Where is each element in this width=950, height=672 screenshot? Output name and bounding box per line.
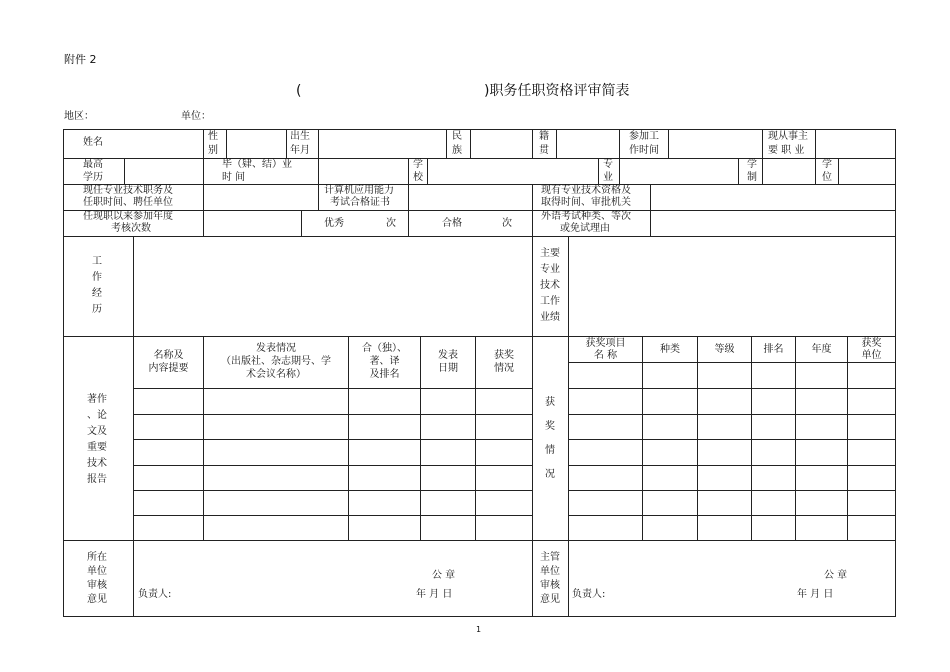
papers-label-2: 、论 — [87, 410, 107, 421]
unit-label: 单位： — [181, 111, 211, 122]
page-number: 1 — [476, 625, 482, 634]
unit-opinion-label-2: 单位 — [87, 566, 107, 577]
attachment-label: 附件 2 — [64, 53, 97, 66]
papers-label-4: 重要 — [87, 442, 107, 453]
awards-header-type: 种类 — [660, 344, 680, 355]
achievement-label-1: 主要 — [540, 248, 560, 259]
papers-header-award-2: 情况 — [494, 363, 514, 374]
native-label-2: 贯 — [539, 145, 549, 156]
current-job-label-2: 要 职 业 — [768, 145, 805, 156]
papers-header-publish-1: 发表情况 — [256, 343, 296, 354]
gender-label-1: 性 — [208, 131, 218, 142]
unit-opinion-label-1: 所在 — [87, 552, 107, 563]
gender-label-2: 别 — [208, 145, 218, 156]
papers-header-name-1: 名称及 — [153, 350, 184, 361]
dept-opinion-label-4: 意见 — [540, 594, 560, 605]
work-label-1: 工 — [92, 256, 102, 267]
unit-date-label: 年 月 日 — [416, 589, 453, 600]
schooling-label-1: 学 — [747, 159, 757, 170]
dept-opinion-label-3: 审核 — [540, 580, 560, 591]
awards-header-year: 年度 — [811, 344, 832, 355]
page-title: )职务任职资格评审简表 — [484, 83, 630, 99]
school-label-2: 校 — [413, 172, 423, 183]
name-label: 姓名 — [83, 137, 103, 148]
papers-label-5: 技术 — [87, 458, 107, 469]
achievement-label-2: 专业 — [540, 264, 560, 275]
title-open-paren: ( — [296, 83, 302, 99]
awards-label-2: 奖 — [545, 421, 555, 432]
grad-time-label-1: 毕（肄、结）业 — [222, 159, 292, 170]
edu-label-1: 最高 — [83, 159, 103, 170]
assessment-label-2: 考核次数 — [111, 223, 151, 234]
awards-header-project-1: 获奖项目 — [585, 338, 626, 349]
unit-opinion-label-4: 意见 — [87, 594, 107, 605]
unit-seal-label: 公 章 — [432, 570, 456, 581]
degree-label-1: 学 — [822, 159, 832, 170]
papers-header-publish-3: 术会议名称） — [246, 369, 306, 380]
ethnic-label-1: 民 — [452, 131, 462, 142]
papers-header-publish-2: （出版社、杂志期号、学 — [221, 356, 331, 367]
edu-label-2: 学历 — [83, 172, 103, 183]
papers-header-author-1: 合（独）、 — [362, 343, 407, 354]
qualification-label-2: 取得时间、审批机关 — [541, 197, 631, 208]
awards-header-unit-2: 单位 — [861, 350, 882, 361]
papers-label-3: 文及 — [87, 426, 107, 437]
pass-label: 合格 — [442, 218, 462, 229]
current-job-label-1: 现从事主 — [768, 131, 808, 142]
region-label: 地区： — [64, 111, 94, 122]
current-post-label-1: 现任专业技术职务及 — [83, 185, 173, 196]
awards-header-project-2: 名 称 — [593, 350, 618, 361]
papers-header-author-2: 著、译 — [369, 356, 400, 367]
awards-header-unit-1: 获奖 — [861, 338, 882, 349]
work-label-4: 历 — [92, 304, 102, 315]
dept-seal-label: 公 章 — [824, 570, 848, 581]
awards-label-3: 情 — [545, 445, 555, 456]
grad-time-label-2: 时 间 — [222, 172, 246, 183]
dept-opinion-label-2: 单位 — [540, 566, 560, 577]
pass-times: 次 — [502, 218, 512, 229]
school-label-1: 学 — [413, 159, 423, 170]
work-label-3: 经 — [92, 288, 102, 299]
awards-label-1: 获 — [545, 397, 555, 408]
excellent-label: 优秀 — [324, 218, 344, 229]
awards-header-level: 等级 — [714, 344, 735, 355]
awards-header-rank: 排名 — [763, 344, 784, 355]
work-start-label-1: 参加工 — [629, 131, 659, 142]
awards-label-4: 况 — [545, 469, 555, 480]
computer-label-1: 计算机应用能力 — [324, 185, 394, 196]
achievement-label-4: 工作 — [540, 296, 560, 307]
major-label-1: 专 — [603, 159, 613, 170]
work-label-2: 作 — [92, 272, 102, 283]
language-label-2: 或免试理由 — [560, 223, 610, 234]
ethnic-label-2: 族 — [452, 145, 462, 156]
schooling-label-2: 制 — [747, 172, 757, 183]
papers-header-award-1: 获奖 — [494, 350, 514, 361]
papers-header-date-2: 日期 — [438, 363, 458, 374]
papers-header-date-1: 发表 — [438, 350, 458, 361]
unit-opinion-label-3: 审核 — [87, 580, 107, 591]
major-label-2: 业 — [603, 172, 613, 183]
excellent-times: 次 — [386, 218, 396, 229]
achievement-label-5: 业绩 — [540, 312, 560, 323]
birth-label-1: 出生 — [290, 131, 310, 142]
papers-header-author-3: 及排名 — [369, 369, 400, 380]
papers-label-1: 著作 — [87, 394, 107, 405]
birth-label-2: 年月 — [290, 145, 310, 156]
language-label-1: 外语考试种类、等次 — [541, 211, 631, 222]
current-post-label-2: 任职时间、聘任单位 — [83, 197, 173, 208]
assessment-label-1: 任现职以来参加年度 — [83, 211, 173, 222]
dept-date-label: 年 月 日 — [797, 589, 834, 600]
work-start-label-2: 作时间 — [629, 145, 659, 156]
computer-label-2: 考试合格证书 — [330, 197, 390, 208]
papers-header-name-2: 内容提要 — [148, 363, 189, 374]
papers-label-6: 报告 — [87, 474, 107, 485]
unit-person-label: 负责人: — [138, 589, 172, 600]
dept-person-label: 负责人: — [572, 589, 606, 600]
achievement-label-3: 技术 — [540, 280, 560, 291]
degree-label-2: 位 — [822, 172, 832, 183]
native-label-1: 籍 — [539, 131, 549, 142]
qualification-label-1: 现有专业技术资格及 — [541, 185, 631, 196]
dept-opinion-label-1: 主管 — [540, 552, 560, 563]
